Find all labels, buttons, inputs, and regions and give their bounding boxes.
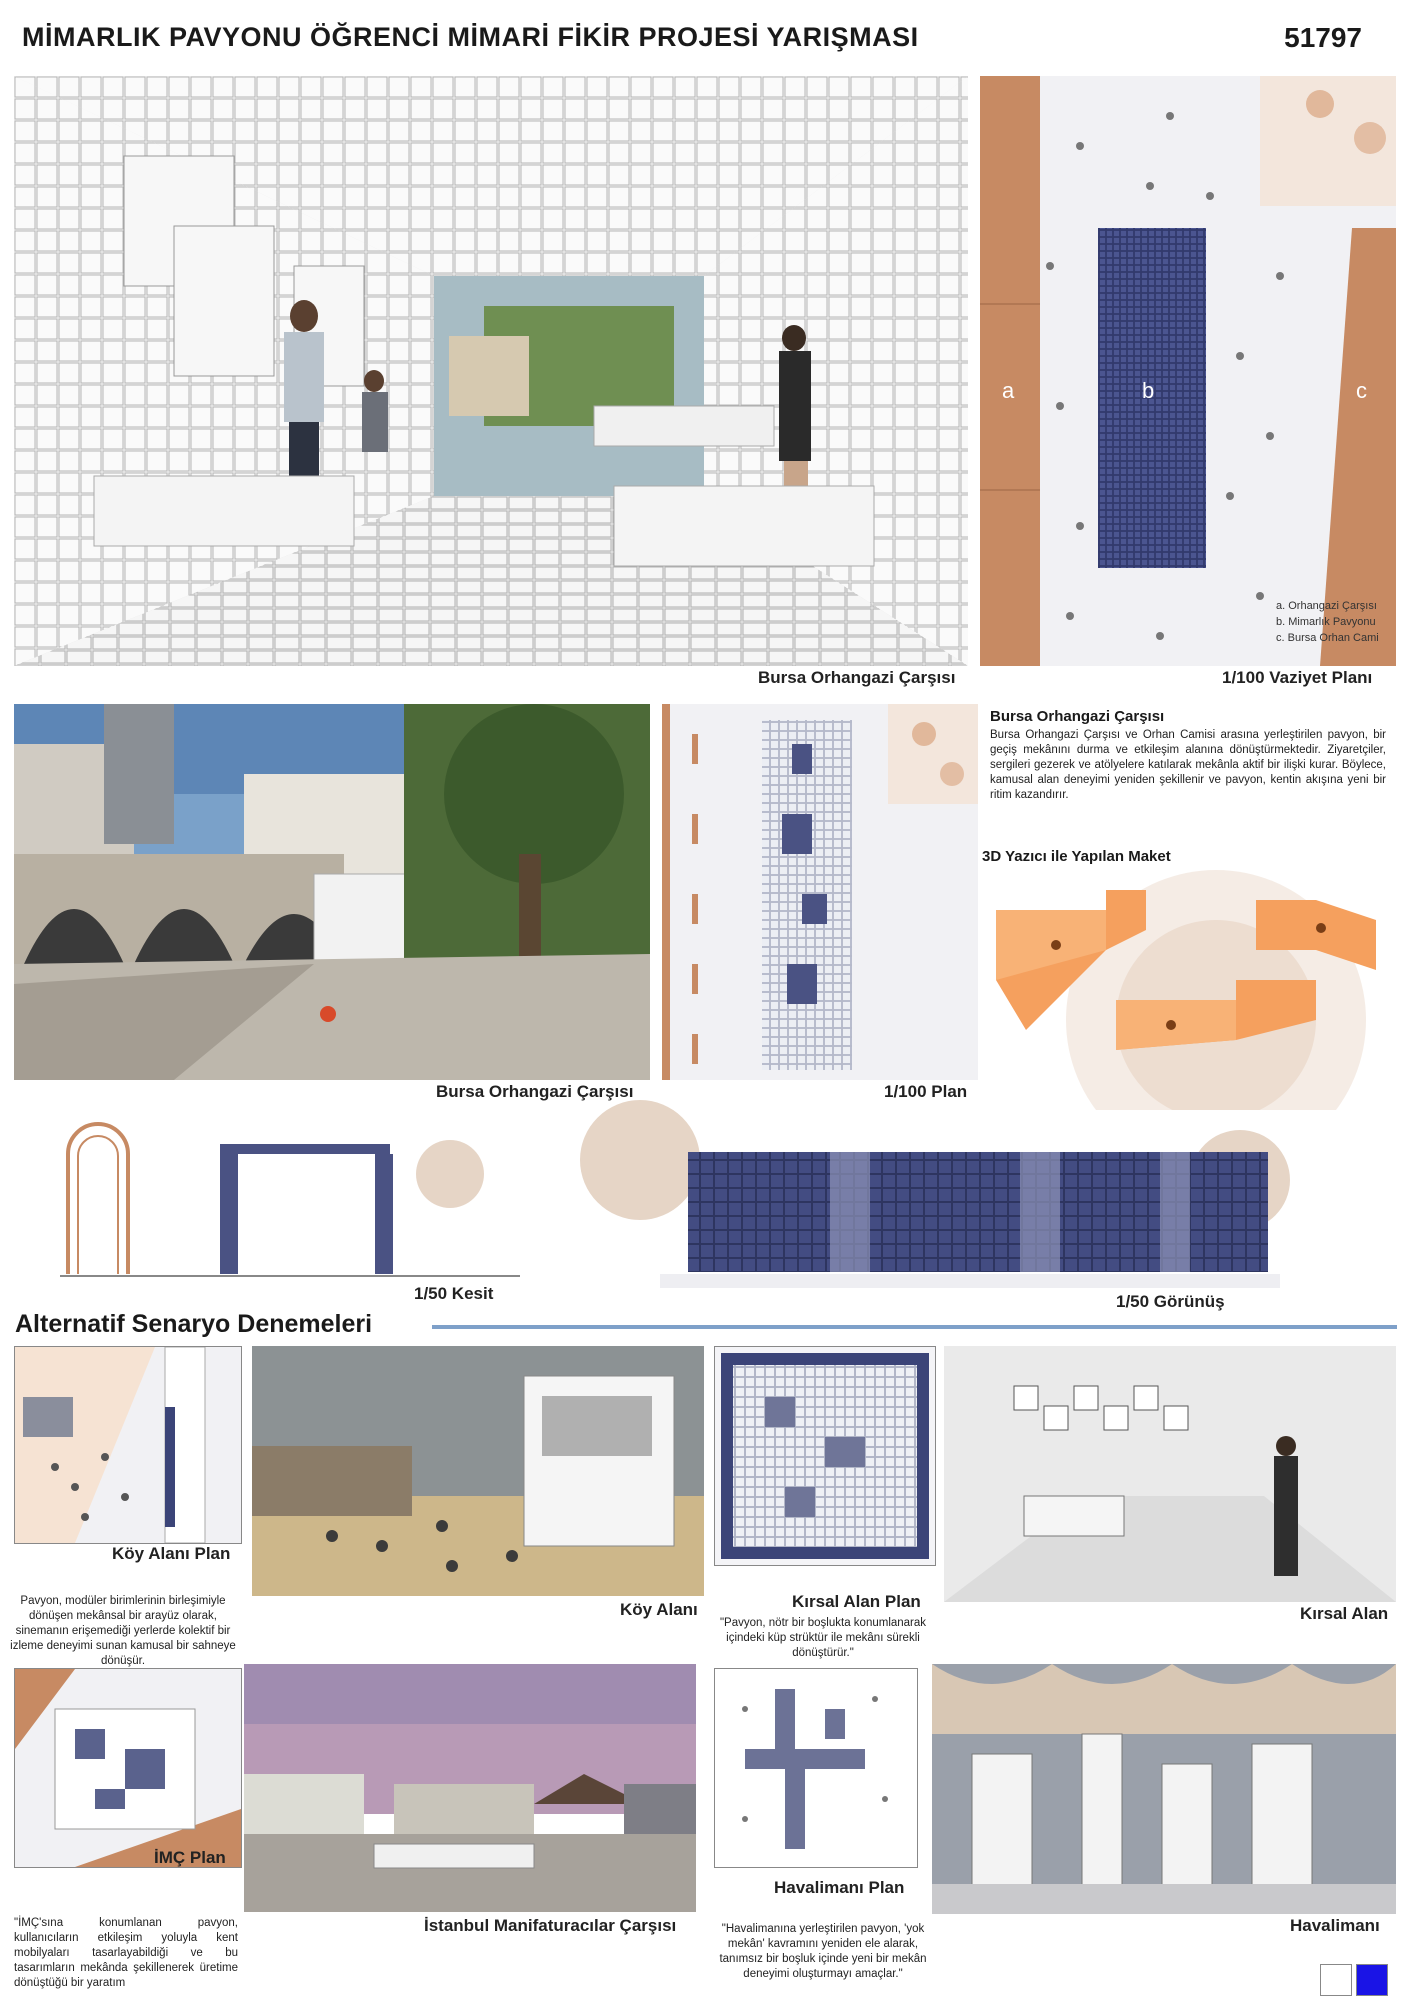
description-body: Bursa Orhangazi Çarşısı ve Orhan Camisi arasına yerleştirilen pavyon, bir geçiş mekânını durma ve etkileşim alanına dönüştürmektedir. Ziyaretçiler, sergileri gezerek ve atölyelere katılarak mekânla aktif bir ilişki kurar. Böylece, kamusal alan deneyimi yeniden şekillenir ve pavyon, kentin akışına yeni bir ritim kazandırır.	[990, 729, 1386, 801]
model-title: 3D Yazıcı ile Yapılan Maket	[982, 848, 1171, 865]
kirsal-render-image	[944, 1346, 1396, 1602]
havalimani-plan-image	[714, 1668, 918, 1868]
site-label-a: a	[1002, 378, 1015, 403]
imc-text: "İMÇ'sına konumlanan pavyon, kullanıcıların etkileşim yoluyla kent mobilyaları tasarlayabildiği ve bu tasarımların mekânda şekillenerek üretime dönüştüğü bir yaratım	[14, 1917, 238, 1989]
kirsal-plan-caption: Kırsal Alan Plan	[792, 1592, 921, 1611]
elevation-drawing	[560, 1090, 1310, 1300]
koy-caption: Köy Alanı	[620, 1600, 698, 1619]
render2-caption: Bursa Orhangazi Çarşısı	[436, 1082, 634, 1101]
havalimani-render-image	[932, 1664, 1396, 1914]
alternatives-title: Alternatif Senaryo Denemeleri	[15, 1310, 373, 1338]
render-corridor-image	[14, 76, 968, 666]
site-label-c: c	[1356, 378, 1367, 403]
kirsal-caption: Kırsal Alan	[1300, 1604, 1389, 1623]
istanbul-caption: İstanbul Manifaturacılar Çarşısı	[424, 1916, 677, 1935]
koy-plan-image	[14, 1346, 242, 1544]
kirsal-plan-image	[714, 1346, 936, 1566]
legend-c: c. Bursa Orhan Cami	[1276, 632, 1379, 644]
page-title: MİMARLIK PAVYONU ÖĞRENCİ MİMARİ FİKİR PROJESİ YARIŞMASI	[22, 22, 919, 52]
legend-a: a. Orhangazi Çarşısı	[1276, 600, 1377, 612]
havalimani-plan-caption: Havalimanı Plan	[774, 1878, 905, 1897]
koy-render-image	[252, 1346, 704, 1596]
imc-plan-caption: İMÇ Plan	[154, 1848, 226, 1867]
render1-caption: Bursa Orhangazi Çarşısı	[758, 668, 956, 687]
3d-model-image	[986, 870, 1396, 1110]
kirsal-text: "Pavyon, nötr bir boşlukta konumlanarak içindeki küp strüktür ile mekânı sürekli dönüştürür."	[719, 1617, 927, 1659]
imc-plan-image	[14, 1668, 242, 1868]
description-title: Bursa Orhangazi Çarşısı	[990, 708, 1165, 725]
legend-b: b. Mimarlık Pavyonu	[1276, 616, 1376, 628]
havalimani-caption: Havalimanı	[1290, 1916, 1380, 1935]
site-label-b: b	[1142, 378, 1155, 403]
havalimani-text: "Havalimanına yerleştirilen pavyon, 'yok mekân' kavramını yeniden ele alarak, tanımsız bir boşluk içinde yeni bir mekân deneyimi oluşturmayı amaçlar."	[719, 1923, 927, 1980]
entry-code: 51797	[1284, 22, 1362, 53]
site-plan-caption: 1/100 Vaziyet Planı	[1222, 668, 1373, 687]
section-caption: 1/50 Kesit	[414, 1284, 494, 1303]
site-legend	[1276, 598, 1379, 646]
blue-swatch	[1356, 1964, 1388, 1996]
elevation-caption: 1/50 Görünüş	[1116, 1292, 1225, 1311]
koy-plan-caption: Köy Alanı Plan	[112, 1544, 231, 1563]
white-swatch	[1320, 1964, 1352, 1996]
koy-text: Pavyon, modüler birimlerinin birleşimiyle dönüşen mekânsal bir arayüz olarak, sinemanın erişemediği yerlerde kolektif bir izleme deneyimi sunan kamusal bir sahneye dönüşür.	[10, 1595, 236, 1667]
plan-caption: 1/100 Plan	[884, 1082, 968, 1101]
site-plan	[980, 76, 1396, 666]
render-street-image	[14, 704, 650, 1080]
istanbul-render-image	[244, 1664, 696, 1912]
section-divider	[432, 1325, 1397, 1329]
floor-plan	[662, 704, 978, 1080]
section-drawing	[60, 1104, 520, 1284]
